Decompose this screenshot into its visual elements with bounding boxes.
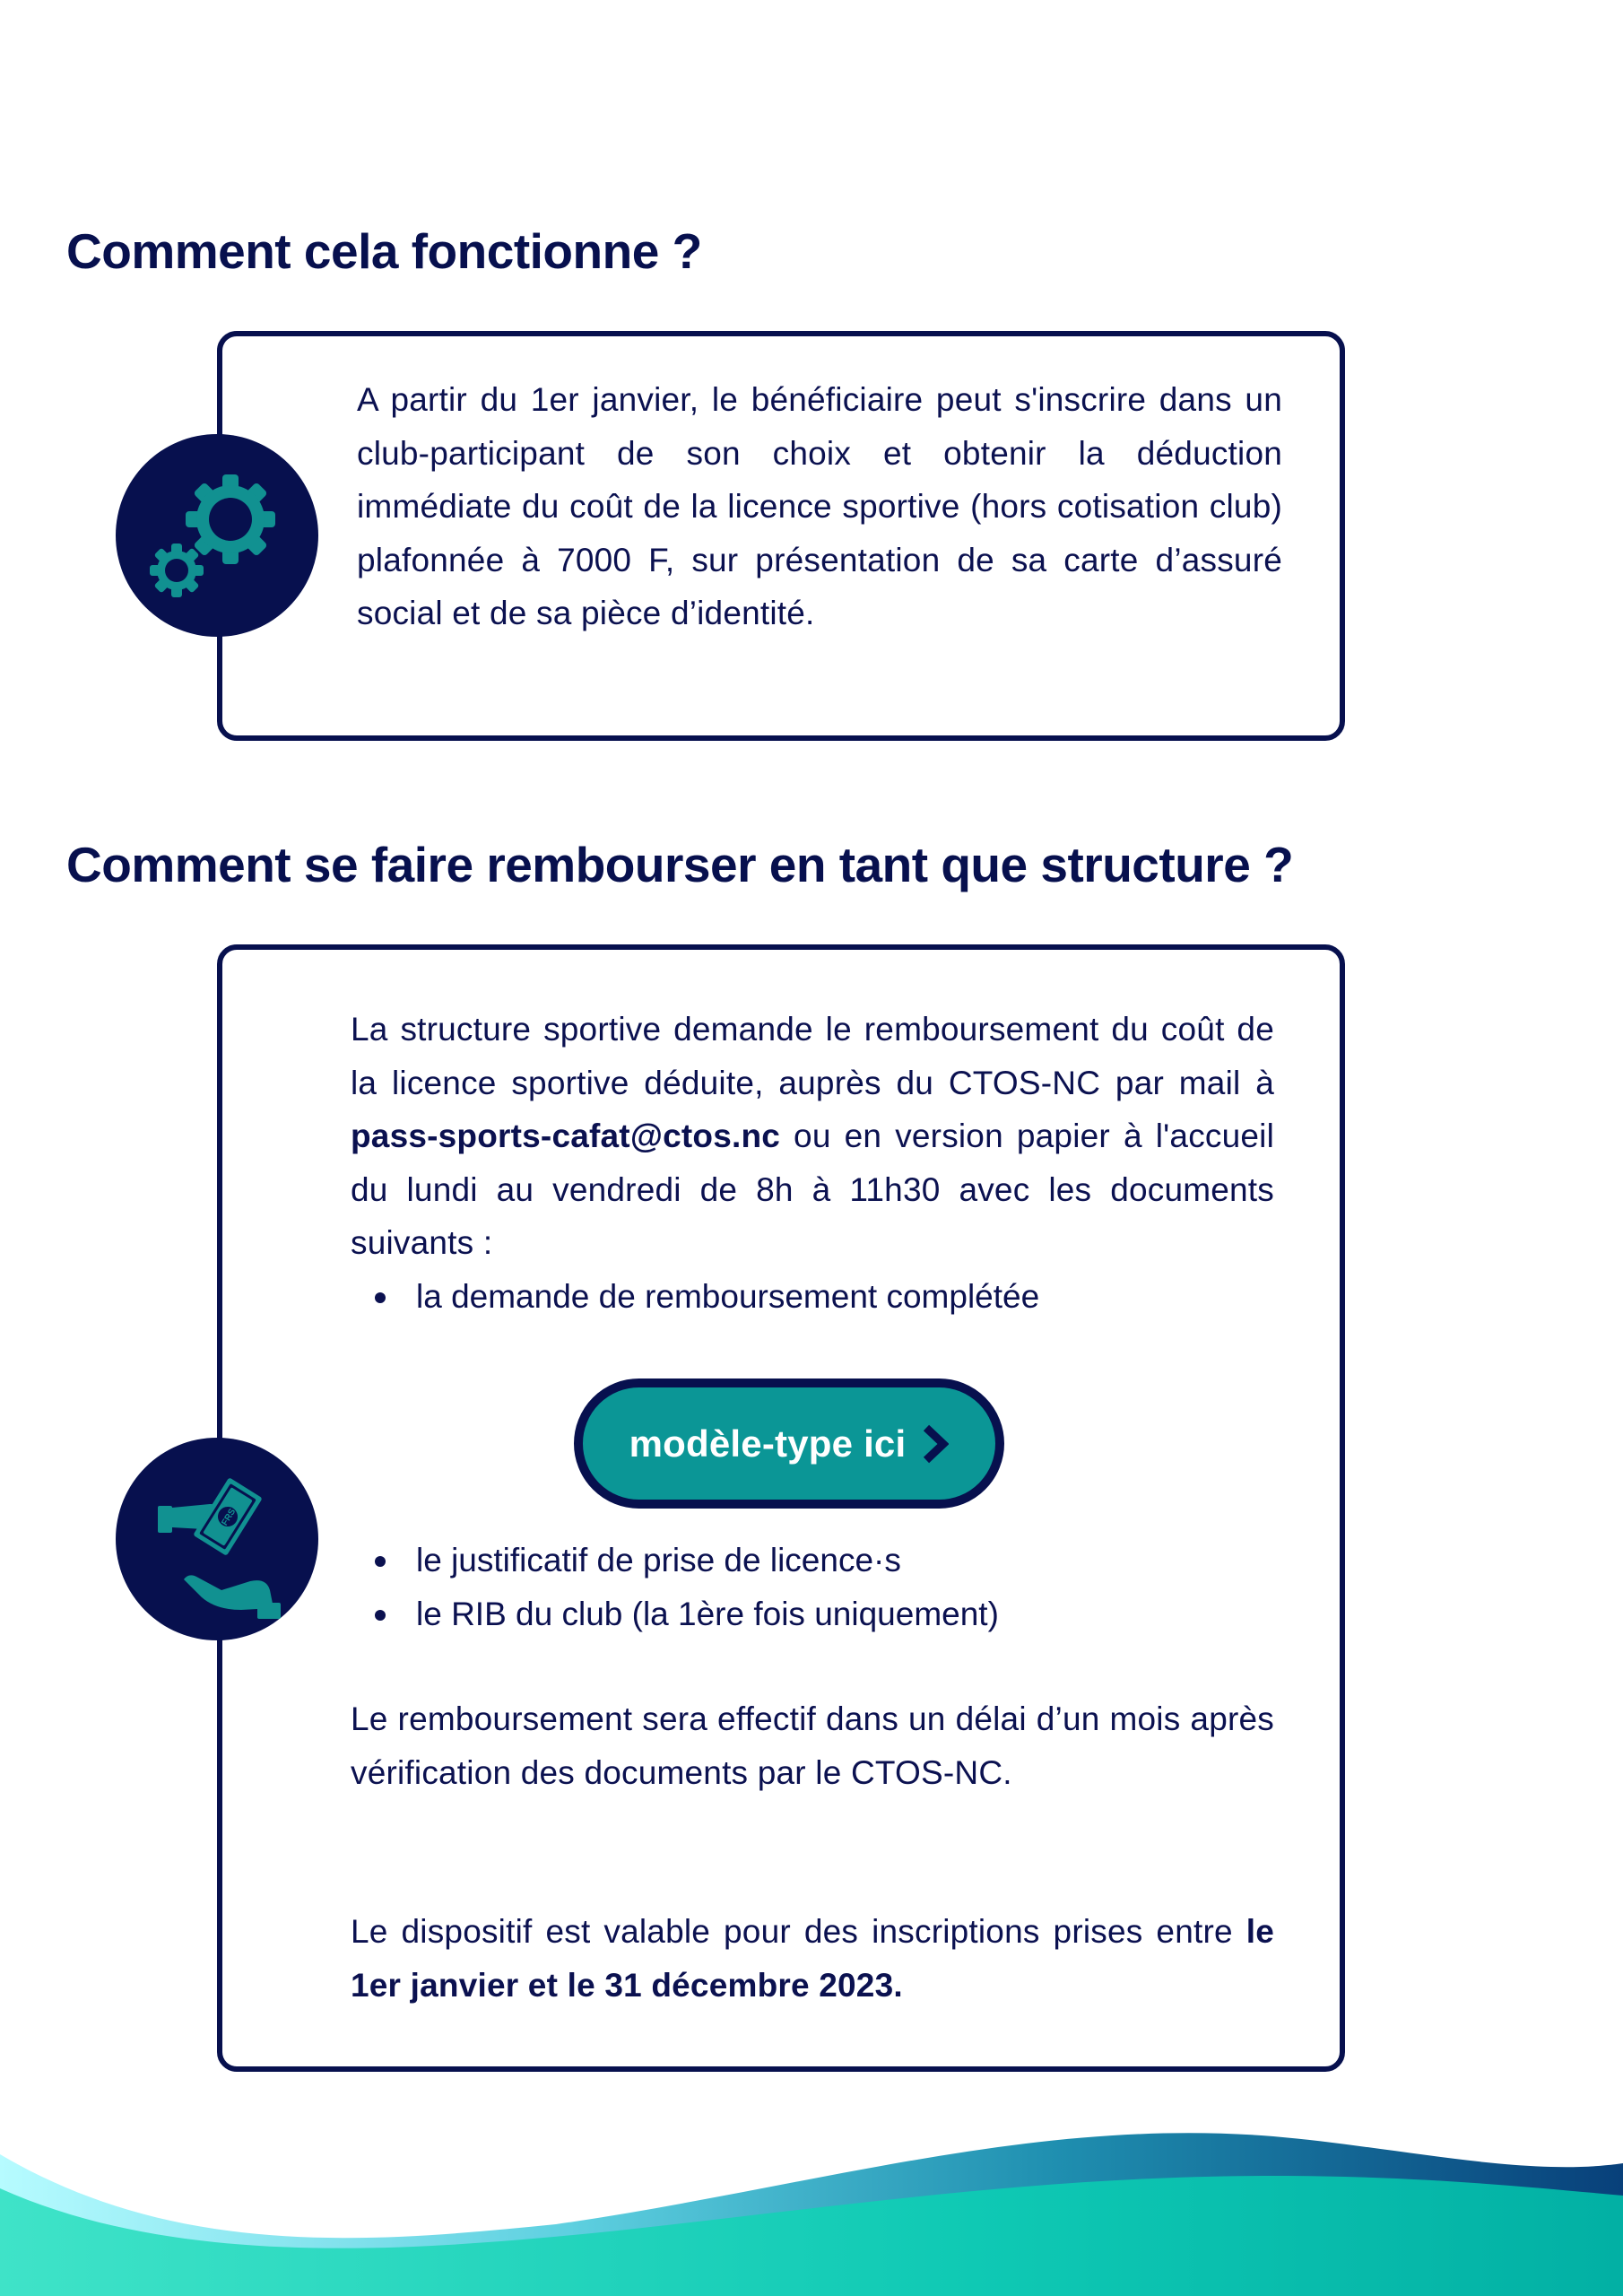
how-it-works-text: A partir du 1er janvier, le bénéficiaire peut s'inscrire dans un club-participant de son choix et obtenir la déduction immédiate du coût de la licence sportive (hors cotisation club) plafonnée à 7000 F, sur présentation de sa carte d’assuré social et de sa pièce d’identité. — [357, 381, 1282, 631]
decorative-wave — [0, 2090, 1623, 2296]
chevron-right-icon — [922, 1423, 949, 1465]
list-item: la demande de remboursement complétée — [375, 1270, 1039, 1324]
bill-label: FRS — [220, 1507, 239, 1528]
validity-text — [351, 1905, 1274, 2012]
gears-icon-graphic — [116, 434, 318, 637]
list-item: le justificatif de prise de licence·s — [375, 1534, 999, 1587]
section-heading-how-it-works: Comment cela fonctionne ? — [66, 223, 702, 279]
intro-text-continued: ou en version papier à l'accueil du lundi au vendredi de 8h à 11h30 avec les documents suivants : — [351, 1118, 1274, 1261]
validity-period: le 1er janvier et le 31 décembre 2023. — [351, 1913, 1274, 2004]
section-heading-reimbursement: Comment se faire rembourser en tant que structure ? — [66, 837, 1294, 892]
email-address: pass-sports-cafat@ctos.nc — [351, 1118, 781, 1154]
template-button-label: modèle-type ici — [629, 1422, 907, 1465]
validity-prefix: Le dispositif est valable pour des inscriptions prises entre — [351, 1913, 1246, 1950]
refund-delay-text: Le remboursement sera effectif dans un délai d’un mois après vérification des documents par le CTOS-NC. — [351, 1700, 1274, 1791]
intro-text: La structure sportive demande le remboursement du coût de la licence sportive déduite, auprès du CTOS-NC par mail à — [351, 1011, 1274, 1101]
money-hand-icon — [116, 1438, 318, 1640]
reimbursement-intro — [351, 1003, 1274, 1270]
documents-list — [375, 1270, 1039, 1324]
template-download-button[interactable] — [574, 1378, 1004, 1509]
documents-list-continued — [375, 1534, 999, 1640]
gears-icon — [116, 434, 318, 637]
list-item: le RIB du club (la 1ère fois uniquement) — [375, 1587, 999, 1641]
money-hand-icon-graphic — [116, 1438, 318, 1640]
